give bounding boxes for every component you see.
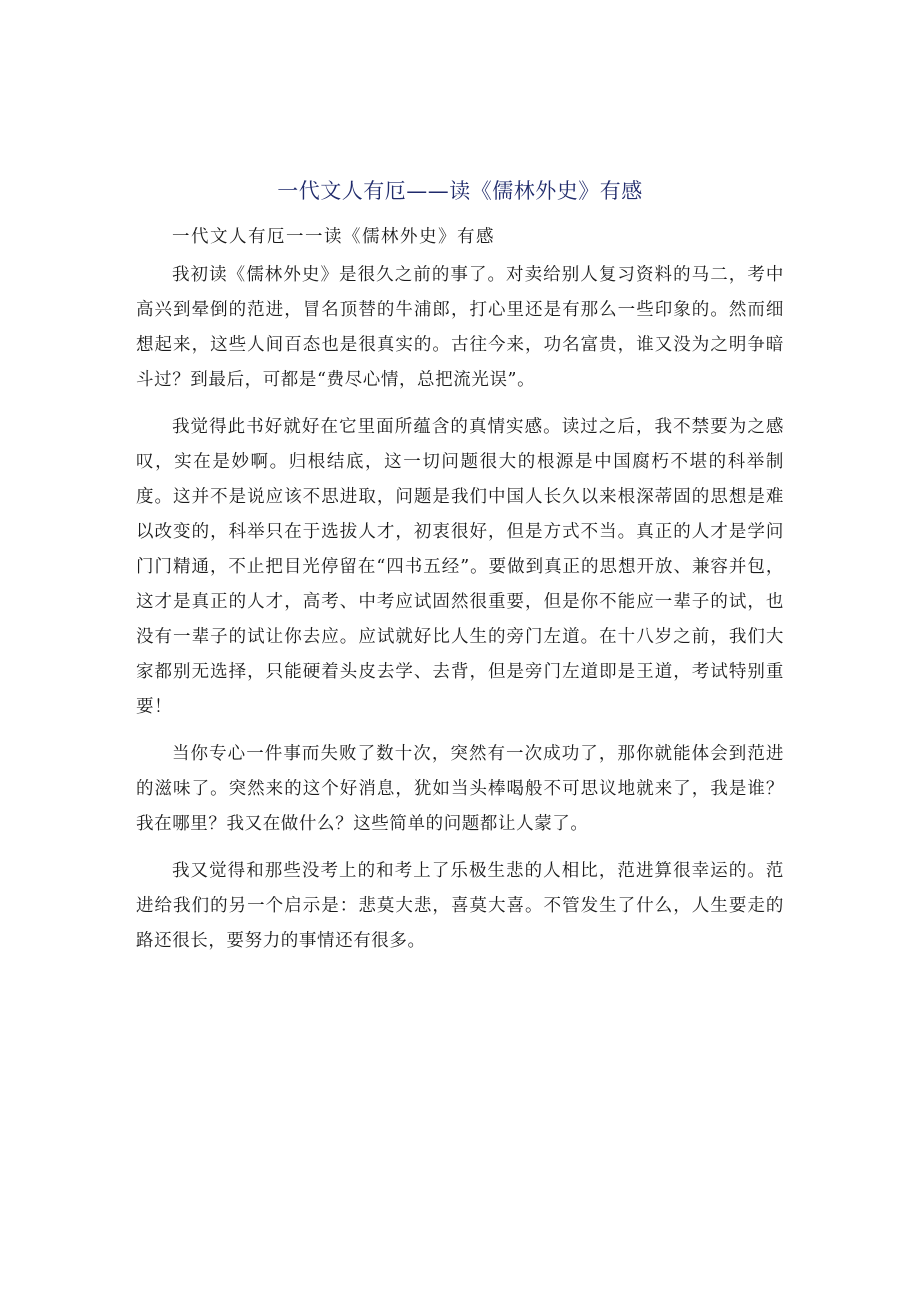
document-body bbox=[136, 222, 784, 971]
document-subtitle: 一代文人有厄一一读《儒林外史》有感 bbox=[172, 227, 495, 247]
paragraph-3: 当你专心一件事而失败了数十次，突然有一次成功了，那你就能体会到范进的滋味了。突然来的这个好消息，犹如当头棒喝般不可思议地就来了，我是谁？我在哪里？我又在做什么？这些简单的问题都让人蒙了。 bbox=[136, 744, 784, 834]
paragraph-1: 我初读《儒林外史》是很久之前的事了。对卖给别人复习资料的马二，考中高兴到晕倒的范进，冒名顶替的牛浦郎，打心里还是有那么一些印象的。然而细想起来，这些人间百态也是很真实的。古往今来，功名富贵，谁又没为之明争暗斗过？到最后，可都是“费尽心情，总把流光误”。 bbox=[136, 265, 784, 390]
paragraph-4: 我又觉得和那些没考上的和考上了乐极生悲的人相比，范进算很幸运的。范进给我们的另一个启示是：悲莫大悲，喜莫大喜。不管发生了什么，人生要走的路还很长，要努力的事情还有很多。 bbox=[136, 861, 784, 951]
document-title: 一代文人有厄——读《儒林外史》有感 bbox=[277, 179, 643, 203]
paragraph-2: 我觉得此书好就好在它里面所蕴含的真情实感。读过之后，我不禁要为之感叹，实在是妙啊。归根结底，这一切问题很大的根源是中国腐朽不堪的科举制度。这并不是说应该不思进取，问题是我们中国人长久以来根深蒂固的思想是难以改变的，科举只在于选拔人才，初衷很好，但是方式不当。真正的人才是学问门门精通，不止把目光停留在“四书五经”。要做到真正的思想开放、兼容并包，这才是真正的人才，高考、中考应试固然很重要，但是你不能应一辈子的试，也没有一辈子的试让你去应。应试就好比人生的旁门左道。在十八岁之前，我们大家都别无选择，只能硬着头皮去学、去背，但是旁门左道即是王道，考试特别重要！ bbox=[136, 417, 784, 717]
